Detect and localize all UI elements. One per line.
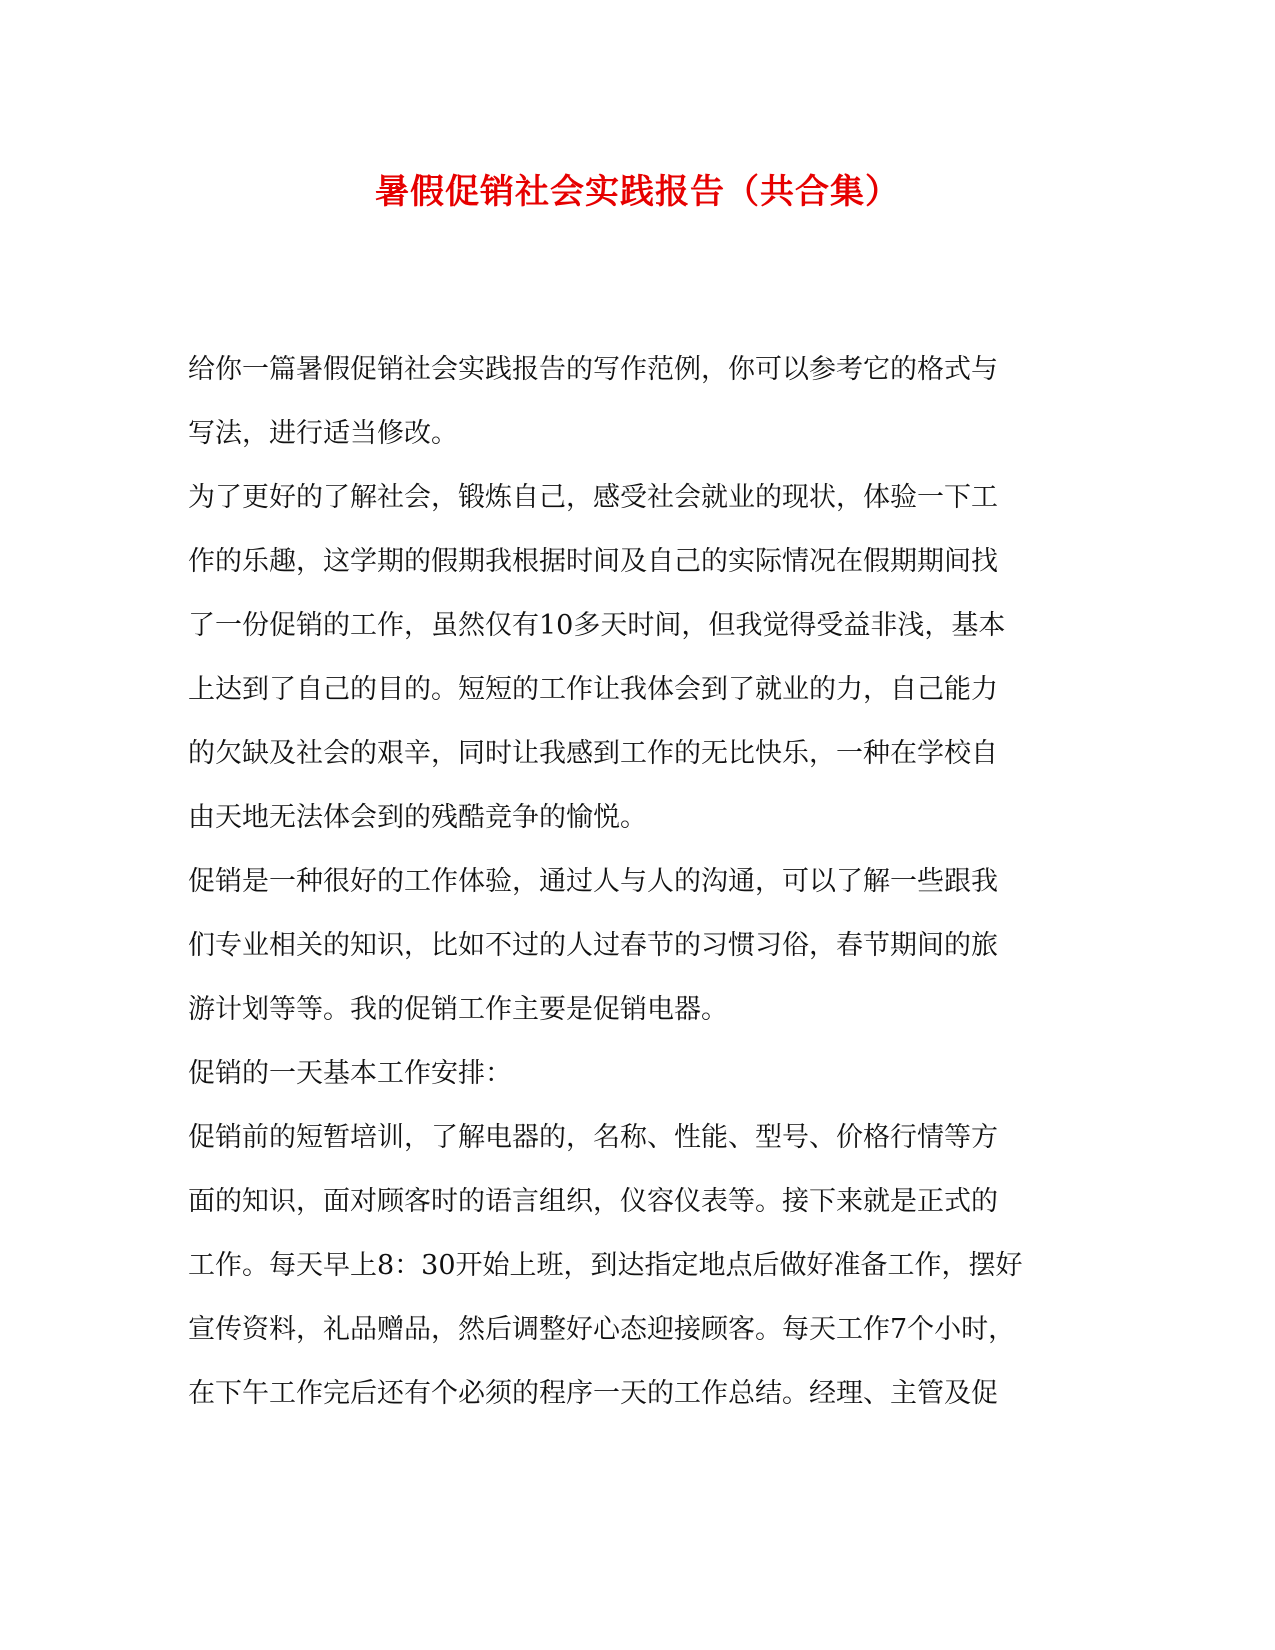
text-line: 由天地无法体会到的残酷竞争的愉悦。 [188, 802, 647, 833]
document-body [188, 338, 1088, 1426]
text-line: 作的乐趣，这学期的假期我根据时间及自己的实际情况在假期期间找 [188, 546, 998, 577]
text-line: 面的知识，面对顾客时的语言组织，仪容仪表等。接下来就是正式的 [188, 1186, 998, 1217]
text-line: 工作。每天早上8：30开始上班，到达指定地点后做好准备工作，摆好 [188, 1250, 1023, 1281]
text-line: 上达到了自己的目的。短短的工作让我体会到了就业的力，自己能力 [188, 674, 998, 705]
text-line: 们专业相关的知识，比如不过的人过春节的习惯习俗，春节期间的旅 [188, 930, 998, 961]
text-line: 促销的一天基本工作安排： [188, 1058, 512, 1089]
text-line: 游计划等等。我的促销工作主要是促销电器。 [188, 994, 728, 1025]
text-line: 宣传资料，礼品赠品，然后调整好心态迎接顾客。每天工作7个小时， [188, 1314, 1016, 1345]
text-line: 的欠缺及社会的艰辛，同时让我感到工作的无比快乐，一种在学校自 [188, 738, 998, 769]
text-line: 为了更好的了解社会，锻炼自己，感受社会就业的现状，体验一下工 [188, 482, 998, 513]
text-line: 了一份促销的工作，虽然仅有10多天时间，但我觉得受益非浅，基本 [188, 610, 1006, 641]
text-line: 给你一篇暑假促销社会实践报告的写作范例，你可以参考它的格式与 [188, 354, 998, 385]
text-line: 促销是一种很好的工作体验，通过人与人的沟通，可以了解一些跟我 [188, 866, 998, 897]
document-title: 暑假促销社会实践报告（共合集） [375, 172, 900, 212]
text-line: 促销前的短暂培训，了解电器的，名称、性能、型号、价格行情等方 [188, 1122, 998, 1153]
text-line: 在下午工作完后还有个必须的程序一天的工作总结。经理、主管及促 [188, 1378, 998, 1409]
text-line: 写法，进行适当修改。 [188, 418, 458, 449]
